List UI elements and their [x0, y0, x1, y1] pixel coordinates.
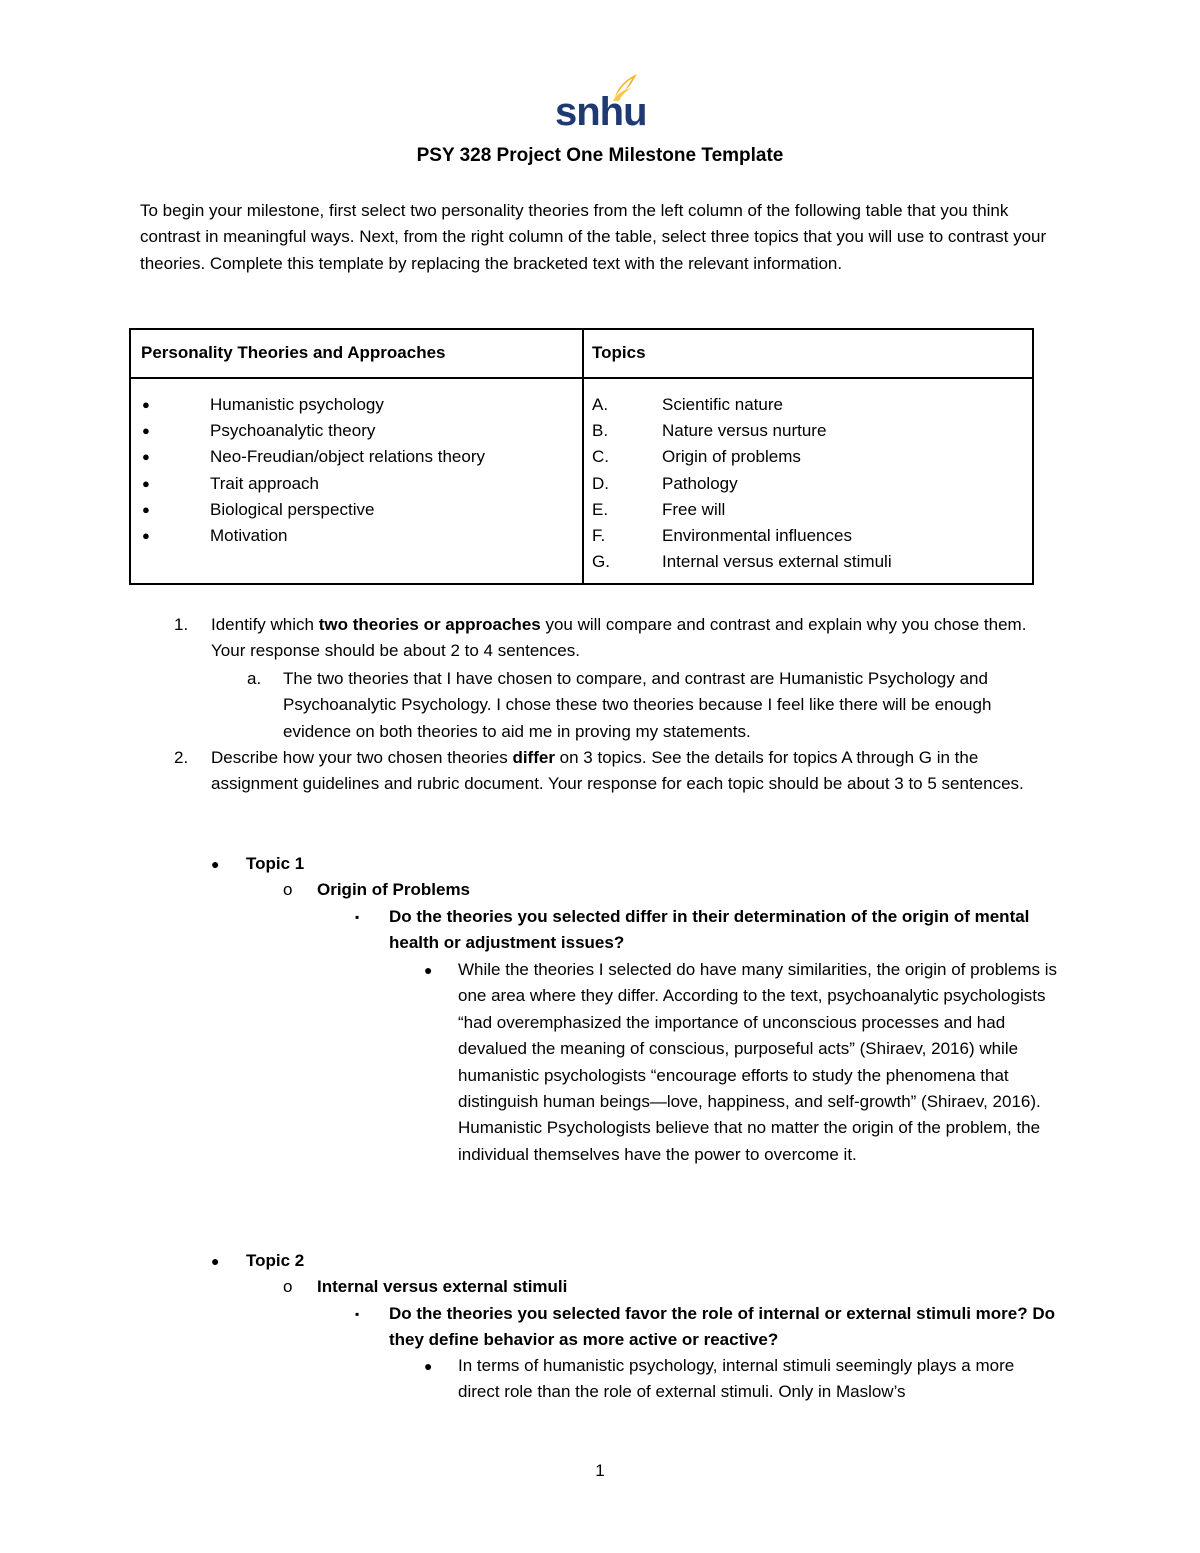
- topic-1-question: ▪ Do the theories you selected differ in their determination of the origin of mental health or adjustment issues?: [389, 904, 1059, 957]
- topic-2-question: ▪ Do the theories you selected favor the role of internal or external stimuli more? Do they define behavior as more active or reactive?: [389, 1301, 1059, 1354]
- bullet-icon: ●: [211, 1253, 220, 1269]
- table-header-divider: [131, 377, 1032, 379]
- topic-2-name: o Internal versus external stimuli: [317, 1274, 567, 1300]
- topic-2-answer: ● In terms of humanistic psychology, internal stimuli seemingly plays a more direct role than the role of external stimuli. Only in Maslow’s: [458, 1353, 1058, 1406]
- snhu-logo: [555, 72, 647, 134]
- bullet-icon: ●: [142, 527, 150, 543]
- table-header-theories: Personality Theories and Approaches: [141, 343, 446, 362]
- square-bullet-icon: ▪: [355, 910, 360, 924]
- bullet-icon: ●: [211, 856, 220, 872]
- question-1-answer: a. The two theories that I have chosen to compare, and contrast are Humanistic Psychology and Psychoanalytic Psychology. I chose these two theories because I feel like there will be enough evidence on both theories to aid me in proving my statements.: [247, 669, 992, 741]
- bullet-icon: ●: [424, 962, 433, 978]
- bullet-icon: ●: [142, 397, 150, 412]
- bullet-icon: ●: [142, 449, 150, 465]
- table-header-topics: Topics: [592, 343, 646, 362]
- question-1: 1. Identify which two theories or approaches you will compare and contrast and explain why you chose them. Your response should be about 2 to 4 sentences.: [174, 615, 1027, 661]
- circle-bullet-icon: o: [283, 1277, 293, 1296]
- topic-2-heading: ● Topic 2: [246, 1248, 304, 1274]
- topic-1-answer: ● While the theories I selected do have many similarities, the origin of problems is one area where they differ. According to the text, psychoanalytic psychologists “had overemphasized the importance of unconscious processes and had devalued the meaning of conscious, purposeful acts” (Shiraev, 2016) while humanistic psychologists “encourage efforts to study the phenomena that distinguish human beings—love, happiness, and self-growth” (Shiraev, 2016). Humanistic Psychologists believe that no matter the origin of the problem, the individual themselves have the power to overcome it.: [458, 957, 1058, 1168]
- topic-1-heading: ● Topic 1: [246, 851, 304, 877]
- page-number: 1: [595, 1461, 605, 1480]
- square-bullet-icon: ▪: [355, 1307, 360, 1321]
- logo-wordmark: snhu: [555, 90, 647, 134]
- bullet-icon: ●: [142, 501, 150, 517]
- question-2: 2. Describe how your two chosen theories differ on 3 topics. See the details for topics A through G in the assignment guidelines and rubric document. Your response for each topic should be about 3 to 5 sentences.: [174, 748, 1024, 794]
- theories-topics-table: Personality Theories and Approaches Topics ● Humanistic psychology ● Psychoanalytic theory ● Neo-Freudian/object relations theory ● Trait approach ● Biological perspective ● Motivation A. Scientific nature B. Nature versus nurture C. Origin of problems D. Pathology E. Free will F. Environmental influences G. Internal versus external stimuli: [129, 328, 1034, 585]
- intro-paragraph: To begin your milestone, first select two personality theories from the left column of the following table that you think contrast in meaningful ways. Next, from the right column of the table, select three topics that you will use to contrast your theories. Complete this template by replacing the bracketed text with the relevant information.: [140, 201, 1047, 273]
- circle-bullet-icon: o: [283, 880, 293, 899]
- bullet-icon: ●: [142, 423, 150, 439]
- table-column-divider: [582, 330, 584, 583]
- page-title: PSY 328 Project One Milestone Template: [416, 145, 784, 166]
- topic-1-name: o Origin of Problems: [317, 877, 470, 903]
- bullet-icon: ●: [142, 475, 150, 491]
- bullet-icon: ●: [424, 1358, 433, 1374]
